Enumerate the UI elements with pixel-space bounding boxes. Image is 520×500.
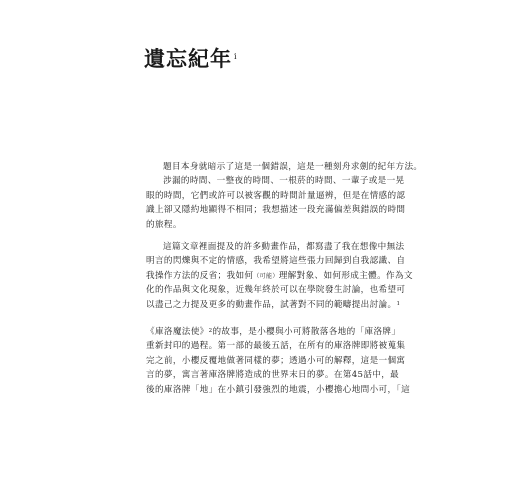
- paragraph-line: 化的作品與文化現象，近幾年終於可以在學院發生討論，也希望可: [146, 285, 406, 296]
- paragraph-1: [146, 160, 423, 232]
- paragraph-line: 題目本身就暗示了這是一個錯誤，這是一種刻舟求劍的紀年方法。: [163, 162, 423, 172]
- parenthetical-note: （可能）: [253, 272, 279, 280]
- paragraph-line: 識上卻又隱約地顯得不相同；我想描述一段充滿偏差與錯誤的時間: [146, 205, 406, 216]
- paragraph-line: [146, 298, 401, 312]
- chapter-title-text: 遺忘紀年: [144, 46, 232, 71]
- line-text: 《庫洛魔法使》: [146, 327, 209, 337]
- footnote-marker: 2: [208, 328, 213, 334]
- paragraph-line: 涉漏的時間、一整夜的時間、一根菸的時間、一輩子或是一晃: [163, 176, 405, 187]
- paragraph-line: [146, 325, 401, 339]
- title-footnote-marker: i: [234, 52, 238, 61]
- line-text: 我操作方法的反省；我如何: [146, 270, 254, 281]
- line-text: 的故事，是小櫻與小可將散落各地的「庫洛牌」: [212, 327, 401, 337]
- paragraph-line: 完之前，小櫻反覆地做著同樣的夢；透過小可的解釋，這是一個寓: [146, 355, 406, 366]
- paragraph-line: 後的庫洛牌「地」在小鎮引發強烈的地震，小櫻擔心地問小可，「這: [146, 384, 411, 395]
- paragraph-2: [146, 240, 413, 312]
- line-text: 以盡己之力提及更多的動畫作品，試著對不同的範疇提出討論。: [146, 299, 397, 310]
- paragraph-line: 重新封印的過程。第一部的最後五話，在所有的庫洛牌即將被蒐集: [146, 341, 406, 352]
- paragraph-line: 眼的時間，它們或許可以被客觀的時間計量逼辨，但是在情感的認: [146, 190, 406, 201]
- paragraph-line: 這篇文章裡面提及的許多動畫作品，都寫盡了我在想像中無法: [163, 242, 405, 252]
- footnote-marker: 1: [396, 300, 401, 307]
- paragraph-3: [146, 325, 411, 397]
- paragraph-line: 明言的閃爍與不定的情感，我希望將這些張力回歸到自我認識、自: [146, 256, 406, 267]
- paragraph-line: 的旅程。: [146, 219, 182, 230]
- paragraph-line: 言的夢，寓言著庫洛牌將造成的世界末日的夢。在第45話中，最: [146, 370, 400, 381]
- line-text: 理解對象、如何形成主體。作為文: [278, 270, 413, 281]
- chapter-title: [144, 46, 238, 72]
- paragraph-line: [146, 269, 413, 283]
